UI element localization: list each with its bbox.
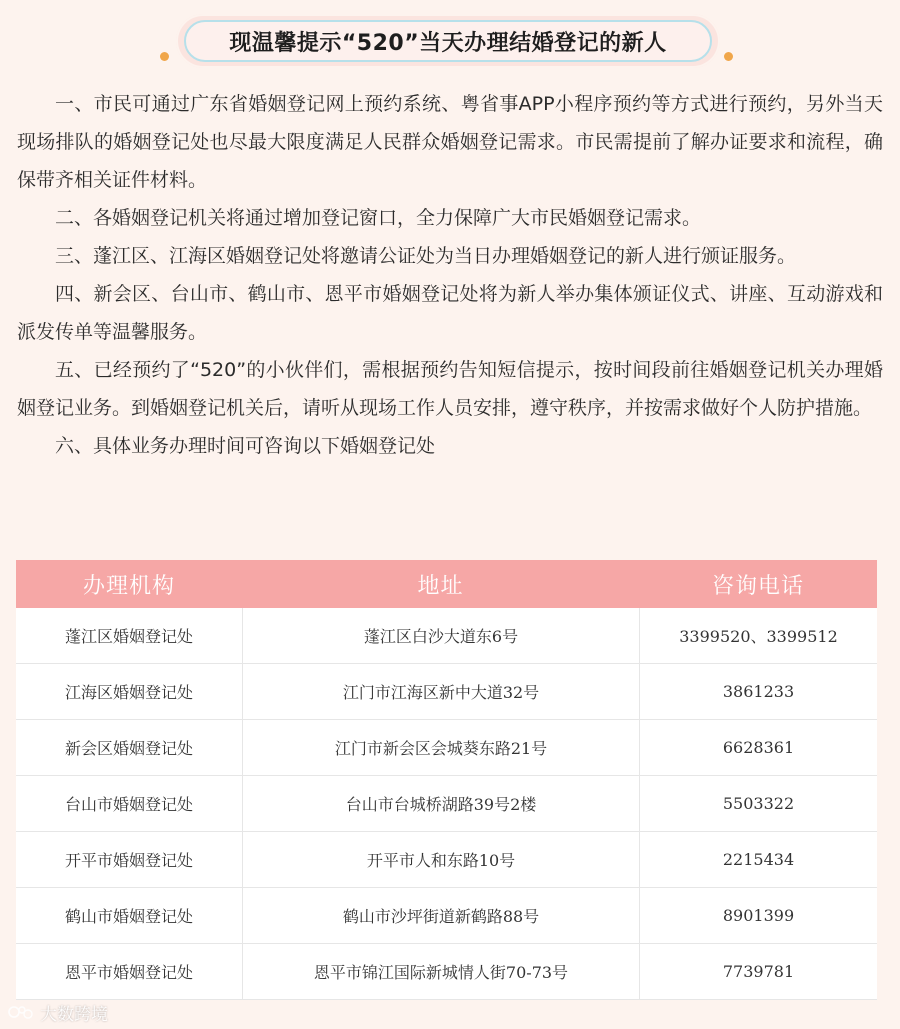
address-cell: 开平市人和东路10号 (242, 832, 639, 887)
phone-cell: 2215434 (639, 832, 877, 887)
header-agency: 办理机构 (82, 573, 175, 599)
table-row (16, 776, 877, 832)
agency-cell: 台山市婚姻登记处 (64, 795, 193, 814)
notice-paragraph-6: 六、具体业务办理时间可咨询以下婚姻登记处 (55, 435, 436, 457)
agency-cell: 新会区婚姻登记处 (64, 739, 193, 758)
decorative-dot-left (160, 52, 169, 61)
phone-cell: 8901399 (639, 888, 877, 943)
agency-cell: 开平市婚姻登记处 (64, 851, 193, 870)
notice-body (17, 85, 883, 465)
phone-cell: 3399520、3399512 (639, 608, 877, 663)
notice-paragraph-1: 一、市民可通过广东省婚姻登记网上预约系统、粤省事APP小程序预约等方式进行预约，另外当天现场排队的婚姻登记处也尽最大限度满足人民群众婚姻登记需求。市民需提前了解办证要求和流程，确保带齐相关证件材料。 (17, 93, 883, 191)
address-cell: 江门市江海区新中大道32号 (242, 664, 639, 719)
watermark (8, 1000, 108, 1024)
address-cell: 恩平市锦江国际新城情人街70-73号 (242, 944, 639, 999)
notice-paragraph-2: 二、各婚姻登记机关将通过增加登记窗口，全力保障广大市民婚姻登记需求。 (55, 207, 702, 229)
agency-cell: 江海区婚姻登记处 (64, 683, 193, 702)
title-banner (0, 14, 900, 72)
agency-cell: 鹤山市婚姻登记处 (64, 907, 193, 926)
table-row (16, 832, 877, 888)
watermark-logo-icon (8, 1003, 34, 1021)
registry-table (16, 560, 877, 1000)
phone-cell: 7739781 (639, 944, 877, 999)
address-cell: 台山市台城桥湖路39号2楼 (242, 776, 639, 831)
notice-paragraph-4: 四、新会区、台山市、鹤山市、恩平市婚姻登记处将为新人举办集体颁证仪式、讲座、互动游戏和派发传单等温馨服务。 (17, 283, 883, 343)
phone-cell: 6628361 (639, 720, 877, 775)
decorative-dot-right (724, 52, 733, 61)
address-cell: 鹤山市沙坪街道新鹤路88号 (242, 888, 639, 943)
table-row (16, 608, 877, 664)
address-cell: 江门市新会区会城葵东路21号 (242, 720, 639, 775)
page-title: 现温馨提示“520”当天办理结婚登记的新人 (184, 20, 712, 62)
phone-cell: 5503322 (639, 776, 877, 831)
notice-paragraph-3: 三、蓬江区、江海区婚姻登记处将邀请公证处为当日办理婚姻登记的新人进行颁证服务。 (55, 245, 797, 267)
watermark-text: 大数跨境 (40, 1004, 108, 1025)
notice-paragraph-5: 五、已经预约了“520”的小伙伴们，需根据预约告知短信提示，按时间段前往婚姻登记机关办理婚姻登记业务。到婚姻登记机关后，请听从现场工作人员安排，遵守秩序，并按需求做好个人防护措施。 (17, 359, 883, 419)
table-header-row (16, 560, 877, 608)
address-cell: 蓬江区白沙大道东6号 (242, 608, 639, 663)
title-pill (176, 14, 720, 68)
table-row (16, 720, 877, 776)
phone-cell: 3861233 (639, 664, 877, 719)
header-address: 地址 (417, 573, 464, 599)
agency-cell: 蓬江区婚姻登记处 (64, 627, 193, 646)
table-row (16, 664, 877, 720)
table-row (16, 888, 877, 944)
header-phone: 咨询电话 (711, 573, 804, 599)
agency-cell: 恩平市婚姻登记处 (64, 963, 193, 982)
table-row (16, 944, 877, 1000)
